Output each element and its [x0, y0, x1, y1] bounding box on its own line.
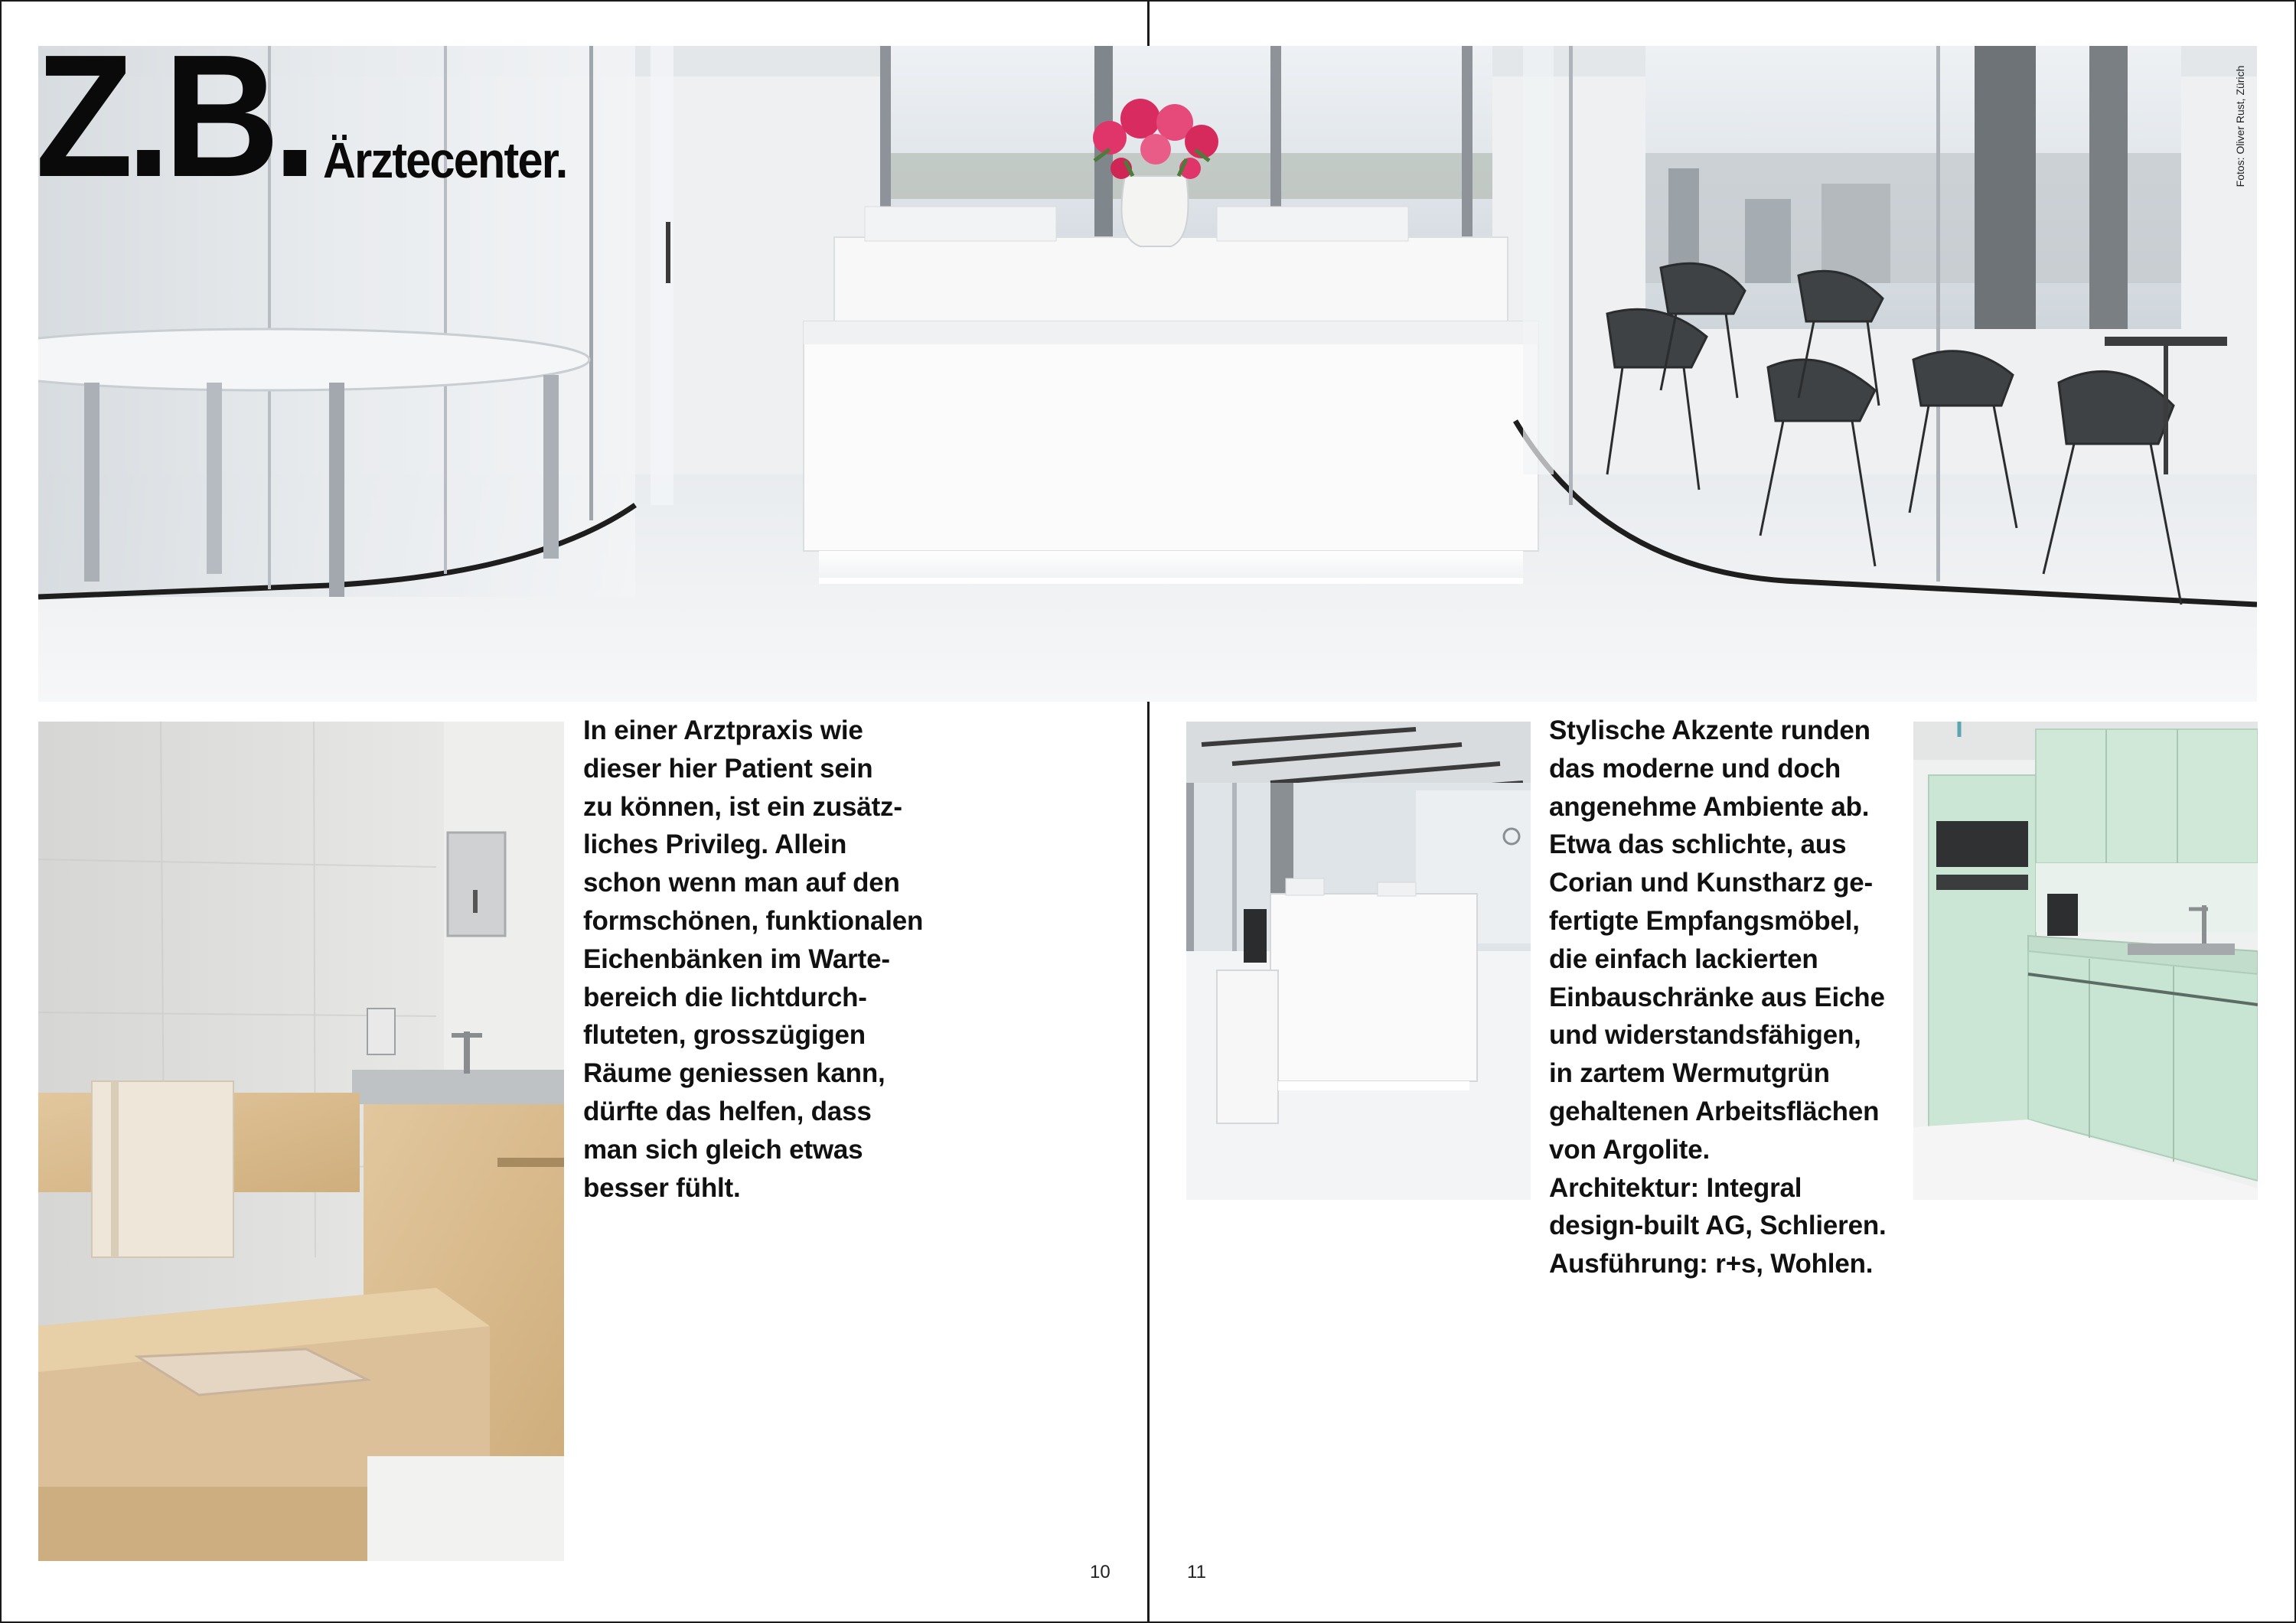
- text-line: dieser hier Patient sein: [583, 753, 873, 784]
- text-line: gehaltenen Arbeitsflächen: [1549, 1096, 1880, 1126]
- photo-kitchen-cabinets: [1913, 722, 2258, 1200]
- body-text-left: [583, 712, 923, 1207]
- text-line: Einbauschränke aus Eiche: [1549, 982, 1885, 1012]
- text-line: Eichenbänken im Warte-: [583, 943, 890, 974]
- photo-credit-text: Fotos: Oliver Rust, Zürich: [2234, 65, 2246, 187]
- text-line: liches Privileg. Allein: [583, 829, 847, 860]
- text-line: Räume geniessen kann,: [583, 1058, 885, 1089]
- text-line: schon wenn man auf den: [583, 868, 900, 898]
- text-line: und widerstandsfähigen,: [1549, 1020, 1861, 1051]
- text-line: zu können, ist ein zusätz-: [583, 791, 902, 822]
- title-subject: Ärztecenter.: [323, 132, 567, 188]
- text-line: Etwa das schlichte, aus: [1549, 829, 1847, 860]
- page-number-right: 11: [1187, 1562, 1206, 1582]
- photo-reception-desk: [1186, 722, 1531, 1200]
- text-line: angenehme Ambiente ab.: [1549, 791, 1870, 822]
- text-line: Architektur: Integral: [1549, 1172, 1802, 1203]
- text-line: in zartem Wermutgrün: [1549, 1058, 1830, 1089]
- text-line: bereich die lichtdurch-: [583, 982, 867, 1012]
- text-line: design-built AG, Schlieren.: [1549, 1211, 1887, 1241]
- text-line: Stylische Akzente runden: [1549, 715, 1870, 745]
- text-line: fluteten, grosszügigen: [583, 1020, 866, 1051]
- text-line: von Argolite.: [1549, 1134, 1710, 1165]
- text-line: man sich gleich etwas: [583, 1134, 863, 1165]
- text-line: das moderne und doch: [1549, 753, 1841, 784]
- text-line: Ausführung: r+s, Wohlen.: [1549, 1249, 1874, 1279]
- text-line: dürfte das helfen, dass: [583, 1096, 872, 1126]
- photo-waiting-bench: [38, 722, 564, 1561]
- text-line: Corian und Kunstharz ge-: [1549, 868, 1873, 898]
- text-line: formschönen, funktionalen: [583, 905, 924, 936]
- text-line: besser fühlt.: [583, 1172, 741, 1203]
- photo-credit: [2233, 54, 2247, 199]
- text-line: In einer Arztpraxis wie: [583, 715, 863, 745]
- article-title: [35, 19, 567, 213]
- body-text-right: [1549, 712, 1887, 1283]
- text-line: fertigte Empfangsmöbel,: [1549, 905, 1860, 936]
- title-prefix: Z.B.: [35, 19, 311, 213]
- page-number-left: 10: [1090, 1562, 1110, 1582]
- text-line: die einfach lackierten: [1549, 943, 1818, 974]
